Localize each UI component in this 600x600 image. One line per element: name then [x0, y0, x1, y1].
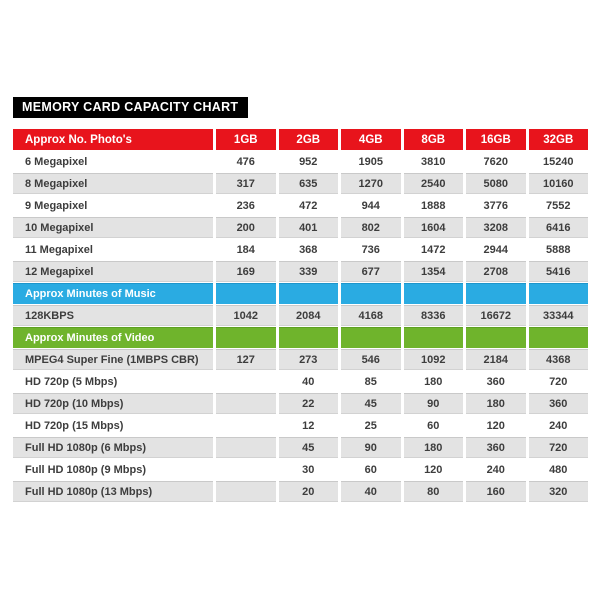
row-label: Approx Minutes of Video	[13, 327, 213, 348]
cell-value	[529, 283, 589, 304]
table-row	[13, 349, 588, 370]
row-label: HD 720p (15 Mbps)	[13, 415, 213, 436]
cell-value: 1092	[404, 349, 464, 370]
row-label: 128KBPS	[13, 305, 213, 326]
cell-value: 952	[279, 151, 339, 172]
cell-value	[216, 481, 276, 502]
cell-value: 4368	[529, 349, 589, 370]
cell-value: 120	[466, 415, 526, 436]
cell-value: 2708	[466, 261, 526, 282]
cell-value	[466, 327, 526, 348]
table-row	[13, 239, 588, 260]
cell-value	[466, 283, 526, 304]
cell-value: 80	[404, 481, 464, 502]
cell-value: 720	[529, 371, 589, 392]
cell-value: 20	[279, 481, 339, 502]
memory-card-capacity-page	[13, 97, 588, 503]
cell-value: 635	[279, 173, 339, 194]
cell-value	[529, 327, 589, 348]
cell-value: 8336	[404, 305, 464, 326]
cell-value: 944	[341, 195, 401, 216]
table-row	[13, 305, 588, 326]
cell-value: 320	[529, 481, 589, 502]
cell-value	[216, 327, 276, 348]
cell-value	[341, 283, 401, 304]
cell-value: 5416	[529, 261, 589, 282]
cell-value: 2084	[279, 305, 339, 326]
row-label: MPEG4 Super Fine (1MBPS CBR)	[13, 349, 213, 370]
cell-value	[216, 437, 276, 458]
row-label: Full HD 1080p (13 Mbps)	[13, 481, 213, 502]
cell-value: 10160	[529, 173, 589, 194]
cell-value	[279, 283, 339, 304]
cell-value: 6416	[529, 217, 589, 238]
column-header: 1GB	[216, 129, 276, 150]
cell-value: 45	[279, 437, 339, 458]
cell-value: 236	[216, 195, 276, 216]
cell-value: 22	[279, 393, 339, 414]
cell-value: 240	[529, 415, 589, 436]
cell-value: 3810	[404, 151, 464, 172]
cell-value: 546	[341, 349, 401, 370]
cell-value: 317	[216, 173, 276, 194]
cell-value	[216, 371, 276, 392]
cell-value: 1888	[404, 195, 464, 216]
row-label: 8 Megapixel	[13, 173, 213, 194]
cell-value: 33344	[529, 305, 589, 326]
cell-value: 472	[279, 195, 339, 216]
table-row	[13, 195, 588, 216]
row-label: 10 Megapixel	[13, 217, 213, 238]
cell-value: 169	[216, 261, 276, 282]
cell-value: 4168	[341, 305, 401, 326]
cell-value: 720	[529, 437, 589, 458]
cell-value: 401	[279, 217, 339, 238]
cell-value: 16672	[466, 305, 526, 326]
cell-value: 802	[341, 217, 401, 238]
column-header: 4GB	[341, 129, 401, 150]
column-header: 8GB	[404, 129, 464, 150]
cell-value: 15240	[529, 151, 589, 172]
cell-value: 40	[341, 481, 401, 502]
row-label: Full HD 1080p (9 Mbps)	[13, 459, 213, 480]
table-row	[13, 261, 588, 282]
cell-value: 3776	[466, 195, 526, 216]
cell-value	[216, 459, 276, 480]
cell-value: 360	[529, 393, 589, 414]
cell-value: 160	[466, 481, 526, 502]
row-label: HD 720p (5 Mbps)	[13, 371, 213, 392]
cell-value: 1905	[341, 151, 401, 172]
cell-value	[341, 327, 401, 348]
cell-value: 85	[341, 371, 401, 392]
row-label: 11 Megapixel	[13, 239, 213, 260]
cell-value	[216, 415, 276, 436]
cell-value	[279, 327, 339, 348]
cell-value: 5888	[529, 239, 589, 260]
row-label: Full HD 1080p (6 Mbps)	[13, 437, 213, 458]
table-row	[13, 459, 588, 480]
section-header-row	[13, 327, 588, 348]
page-title: MEMORY CARD CAPACITY CHART	[13, 97, 248, 118]
column-header: 32GB	[529, 129, 589, 150]
cell-value: 90	[404, 393, 464, 414]
column-header-row	[13, 129, 588, 150]
cell-value: 5080	[466, 173, 526, 194]
cell-value: 45	[341, 393, 401, 414]
cell-value: 7552	[529, 195, 589, 216]
cell-value: 200	[216, 217, 276, 238]
cell-value	[216, 283, 276, 304]
cell-value	[404, 327, 464, 348]
cell-value: 360	[466, 371, 526, 392]
table-row	[13, 415, 588, 436]
cell-value: 1604	[404, 217, 464, 238]
cell-value: 2540	[404, 173, 464, 194]
cell-value: 368	[279, 239, 339, 260]
cell-value: 12	[279, 415, 339, 436]
cell-value: 180	[466, 393, 526, 414]
table-row	[13, 371, 588, 392]
capacity-table	[13, 129, 588, 502]
cell-value: 30	[279, 459, 339, 480]
cell-value: 60	[341, 459, 401, 480]
table-row	[13, 151, 588, 172]
cell-value: 60	[404, 415, 464, 436]
cell-value: 1354	[404, 261, 464, 282]
cell-value: 127	[216, 349, 276, 370]
row-label: Approx No. Photo's	[13, 129, 213, 150]
cell-value: 480	[529, 459, 589, 480]
column-header: 16GB	[466, 129, 526, 150]
table-row	[13, 437, 588, 458]
cell-value: 2944	[466, 239, 526, 260]
section-header-row	[13, 283, 588, 304]
cell-value: 2184	[466, 349, 526, 370]
cell-value: 360	[466, 437, 526, 458]
row-label: Approx Minutes of Music	[13, 283, 213, 304]
row-label: 6 Megapixel	[13, 151, 213, 172]
cell-value: 736	[341, 239, 401, 260]
cell-value: 90	[341, 437, 401, 458]
cell-value: 180	[404, 371, 464, 392]
table-row	[13, 173, 588, 194]
table-row	[13, 217, 588, 238]
cell-value: 180	[404, 437, 464, 458]
cell-value	[404, 283, 464, 304]
row-label: HD 720p (10 Mbps)	[13, 393, 213, 414]
cell-value: 1270	[341, 173, 401, 194]
row-label: 12 Megapixel	[13, 261, 213, 282]
cell-value: 677	[341, 261, 401, 282]
cell-value: 184	[216, 239, 276, 260]
table-row	[13, 481, 588, 502]
cell-value: 273	[279, 349, 339, 370]
cell-value: 1042	[216, 305, 276, 326]
cell-value: 240	[466, 459, 526, 480]
cell-value	[216, 393, 276, 414]
column-header: 2GB	[279, 129, 339, 150]
cell-value: 7620	[466, 151, 526, 172]
cell-value: 120	[404, 459, 464, 480]
cell-value: 40	[279, 371, 339, 392]
cell-value: 3208	[466, 217, 526, 238]
table-row	[13, 393, 588, 414]
cell-value: 339	[279, 261, 339, 282]
cell-value: 1472	[404, 239, 464, 260]
row-label: 9 Megapixel	[13, 195, 213, 216]
cell-value: 476	[216, 151, 276, 172]
cell-value: 25	[341, 415, 401, 436]
